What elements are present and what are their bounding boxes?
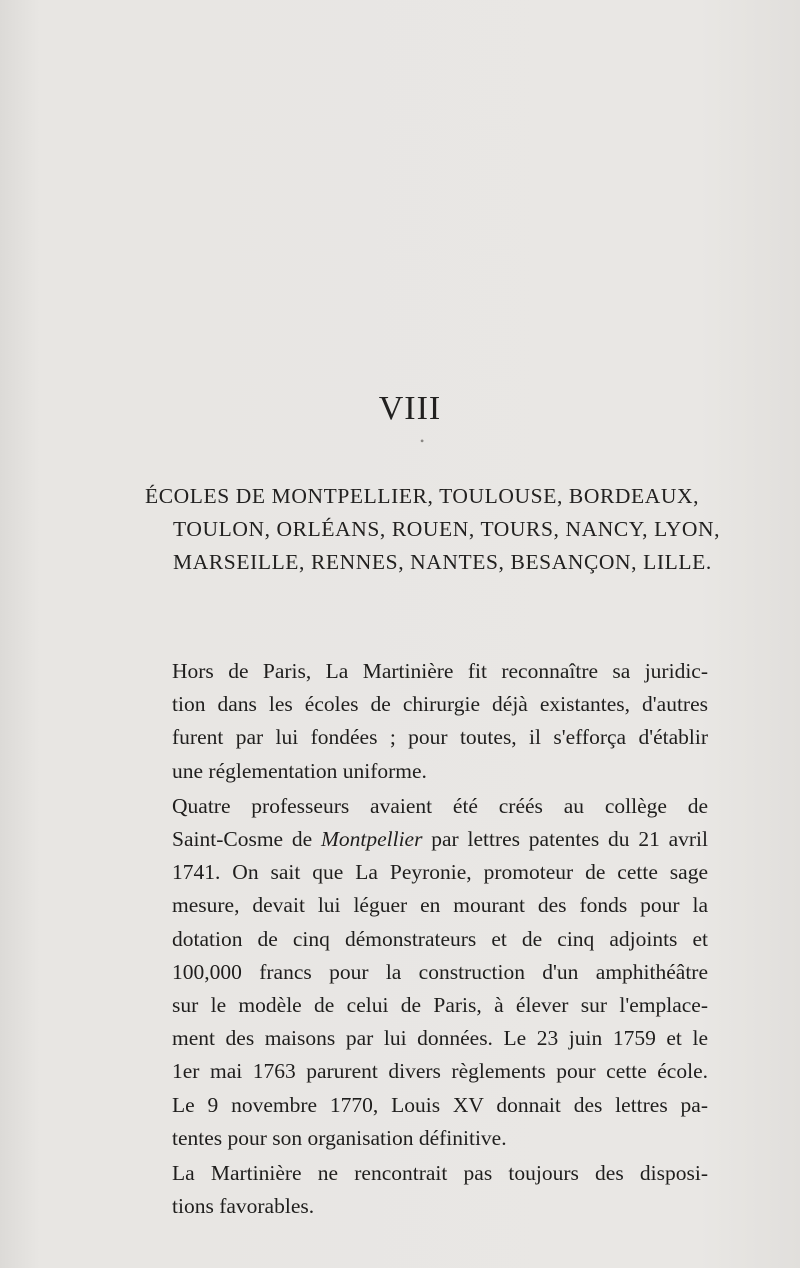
text-line: Hors de Paris, La Martinière fit reconnaître sa juridic- (172, 659, 708, 683)
chapter-number: VIII (378, 390, 442, 427)
text-line: tion dans les écoles de chirurgie déjà existantes, d'autres (172, 692, 708, 717)
chapter-title-line: ÉCOLES DE MONTPELLIER, TOULOUSE, BORDEAUX, (145, 484, 700, 508)
text-line: mesure, devait lui léguer en mourant des fonds pour la (172, 893, 708, 918)
paragraph (148, 790, 708, 1155)
text-line: dotation de cinq démonstrateurs et de cinq adjoints et (172, 926, 708, 951)
text-line: Le 9 novembre 1770, Louis XV donnait des lettres pa- (172, 1092, 708, 1117)
text-line: 100,000 francs pour la construction d'un amphithéâtre (172, 959, 708, 984)
text-line: Quatre professeurs avaient été créés au collège de (172, 793, 708, 818)
text-line: sur le modèle de celui de Paris, à élever sur l'emplace- (172, 993, 708, 1018)
chapter-title-line: TOULON, ORLÉANS, ROUEN, TOURS, NANCY, LYON, (173, 517, 721, 541)
text-line: une réglementation uniforme. (172, 758, 427, 783)
text-line: tions favorables. (172, 1194, 315, 1219)
text-line: tentes pour son organisation définitive. (172, 1125, 507, 1150)
body-text (148, 655, 708, 1225)
text-segment: Saint-Cosme de (172, 827, 321, 852)
text-line: 1741. On sait que La Peyronie, promoteur de cette sage (172, 860, 708, 885)
text-line: ment des maisons par lui données. Le 23 juin 1759 et le (172, 1026, 708, 1051)
text-line (148, 823, 708, 856)
place-name: Montpellier (320, 827, 423, 852)
paragraph (148, 1157, 708, 1223)
chapter-ornament: • (420, 434, 425, 448)
text-line: 1er mai 1763 parurent divers règlements pour cette école. (172, 1059, 708, 1084)
chapter-title (145, 480, 721, 579)
text-line: furent par lui fondées ; pour toutes, il s'efforça d'établir (172, 725, 708, 750)
text-segment: par lettres patentes du 21 avril (422, 827, 709, 852)
text-line: La Martinière ne rencontrait pas toujours des disposi- (172, 1161, 708, 1186)
chapter-title-line: MARSEILLE, RENNES, NANTES, BESANÇON, LILLE. (173, 550, 712, 574)
paragraph (148, 655, 708, 788)
